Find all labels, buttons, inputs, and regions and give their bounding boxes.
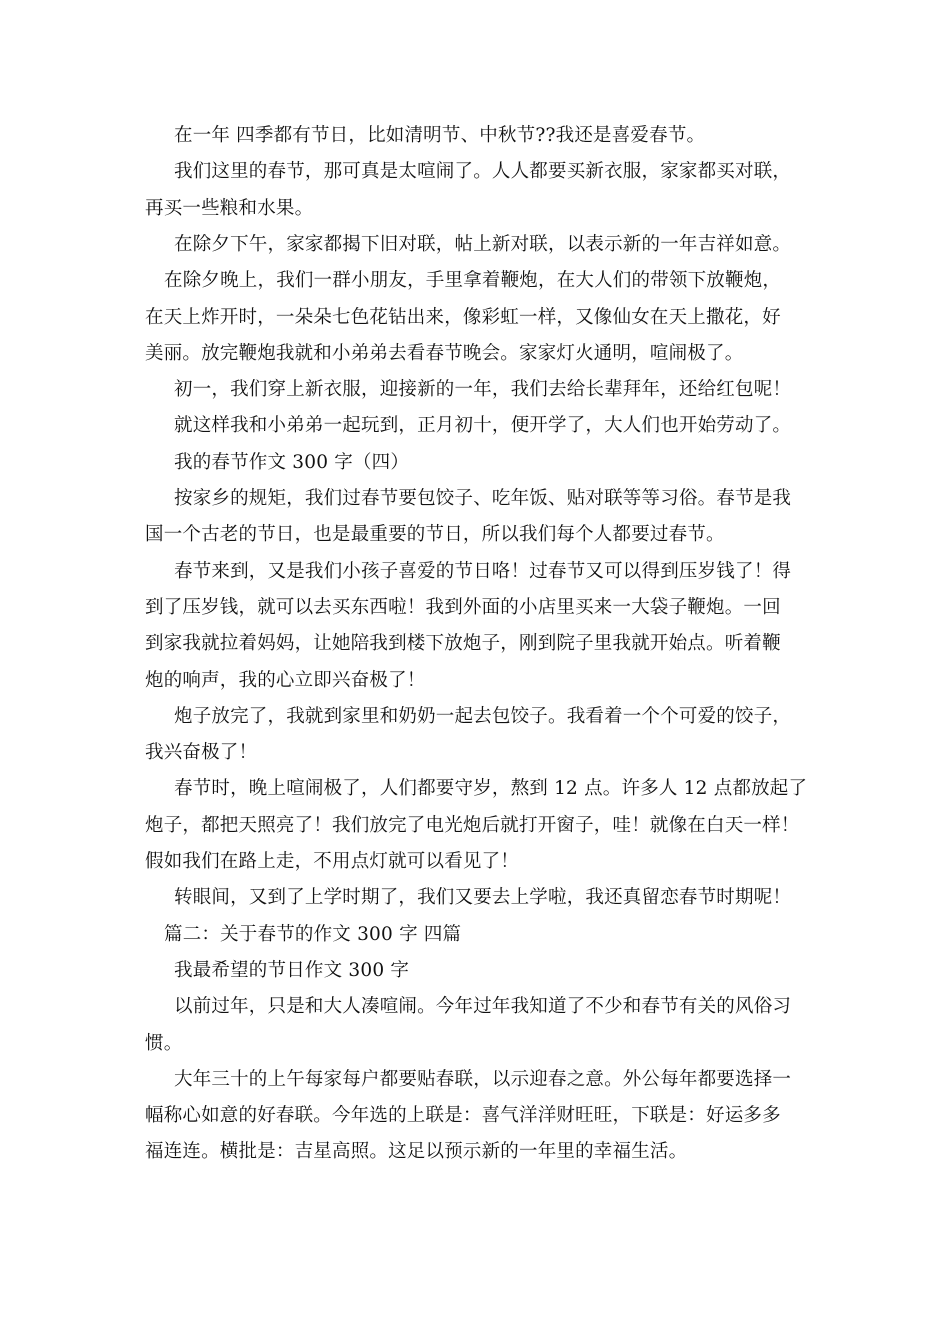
paragraph-line: 再买一些粮和水果。	[145, 198, 314, 219]
paragraph-line: 初一，我们穿上新衣服，迎接新的一年，我们去给长辈拜年，还给红包呢！	[174, 379, 792, 400]
paragraph-line: 转眼间，又到了上学时期了，我们又要去上学啦，我还真留恋春节时期呢！	[174, 887, 792, 908]
paragraph-line: 惯。	[145, 1033, 183, 1054]
paragraph-line: 到了压岁钱，就可以去买东西啦！我到外面的小店里买来一大袋子鞭炮。一回	[145, 597, 781, 618]
paragraph-line: 我兴奋极了！	[145, 742, 258, 763]
paragraph-line: 按家乡的规矩，我们过春节要包饺子、吃年饭、贴对联等等习俗。春节是我	[174, 488, 792, 509]
section-heading: 我的春节作文 300 字（四）	[174, 452, 410, 473]
paragraph-line: 在除夕晚上，我们一群小朋友，手里拿着鞭炮，在大人们的带领下放鞭炮，	[164, 270, 782, 291]
paragraph-line: 假如我们在路上走，不用点灯就可以看见了！	[145, 851, 520, 872]
paragraph-line: 炮子放完了，我就到家里和奶奶一起去包饺子。我看着一个个可爱的饺子，	[174, 706, 792, 727]
paragraph-line: 我们这里的春节，那可真是太喧闹了。人人都要买新衣服，家家都买对联，	[174, 161, 792, 182]
paragraph-line: 炮子，都把天照亮了！我们放完了电光炮后就打开窗子，哇！就像在白天一样！	[145, 815, 800, 836]
paragraph-line: 春节时，晚上喧闹极了，人们都要守岁，熬到 12 点。许多人 12 点都放起了	[174, 778, 808, 799]
section-heading: 我最希望的节日作文 300 字	[174, 960, 410, 981]
paragraph-line: 到家我就拉着妈妈，让她陪我到楼下放炮子，刚到院子里我就开始点。听着鞭	[145, 633, 781, 654]
paragraph-line: 以前过年，只是和大人凑喧闹。今年过年我知道了不少和春节有关的风俗习	[174, 996, 792, 1017]
paragraph-line: 就这样我和小弟弟一起玩到，正月初十，便开学了，大人们也开始劳动了。	[174, 415, 792, 436]
paragraph-line: 福连连。横批是：吉星高照。这足以预示新的一年里的幸福生活。	[145, 1141, 688, 1162]
paragraph-line: 在除夕下午，家家都揭下旧对联，帖上新对联，以表示新的一年吉祥如意。	[174, 234, 792, 255]
paragraph-line: 幅称心如意的好春联。今年选的上联是：喜气洋洋财旺旺，下联是：好运多多	[145, 1105, 781, 1126]
paragraph-line: 炮的响声，我的心立即兴奋极了！	[145, 670, 426, 691]
paragraph-line: 春节来到，又是我们小孩子喜爱的节日咯！过春节又可以得到压岁钱了！得	[174, 561, 792, 582]
paragraph-line: 国一个古老的节日，也是最重要的节日，所以我们每个人都要过春节。	[145, 524, 725, 545]
paragraph-line: 在天上炸开时，一朵朵七色花钻出来，像彩虹一样，又像仙女在天上撒花，好	[145, 307, 781, 328]
paragraph-line: 美丽。放完鞭炮我就和小弟弟去看春节晚会。家家灯火通明，喧闹极了。	[145, 343, 744, 364]
paragraph-line: 在一年 四季都有节日，比如清明节、中秋节??我还是喜爱春节。	[174, 125, 706, 146]
section-heading: 篇二：关于春节的作文 300 字 四篇	[164, 924, 462, 945]
paragraph-line: 大年三十的上午每家每户都要贴春联，以示迎春之意。外公每年都要选择一	[174, 1069, 792, 1090]
